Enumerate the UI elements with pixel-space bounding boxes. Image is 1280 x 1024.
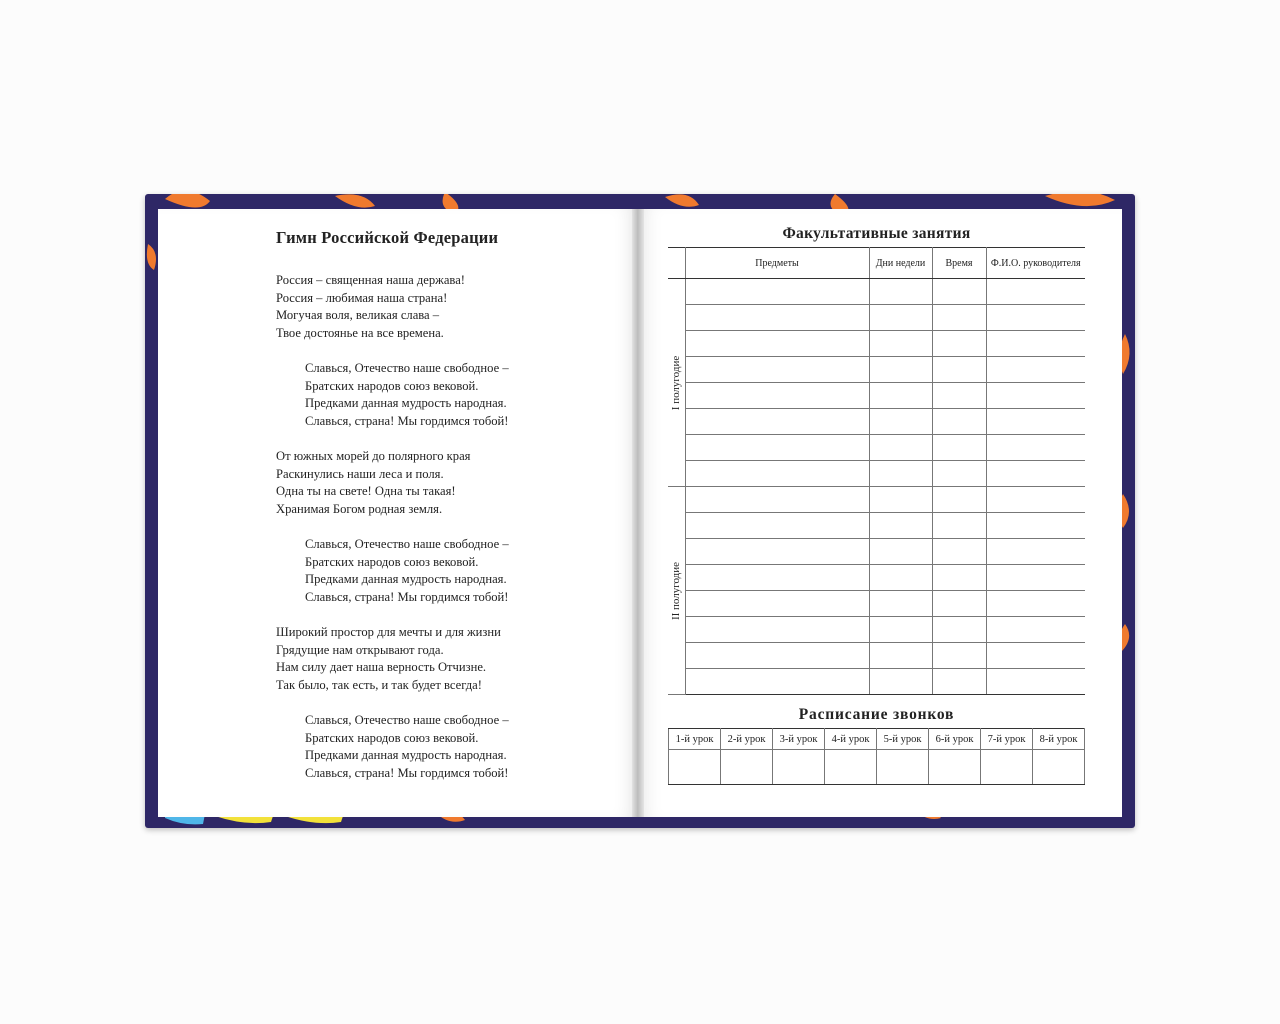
table-row bbox=[668, 591, 1085, 617]
table-cell[interactable] bbox=[685, 461, 869, 487]
lesson-header: 3-й урок bbox=[773, 729, 825, 750]
anthem-chorus bbox=[305, 536, 509, 606]
verse-line: Грядущие нам открывают года. bbox=[276, 642, 444, 657]
header-spacer bbox=[668, 248, 685, 279]
table-cell[interactable] bbox=[685, 565, 869, 591]
table-cell[interactable] bbox=[986, 461, 1085, 487]
book-spine bbox=[632, 209, 644, 817]
table-cell[interactable] bbox=[869, 669, 932, 695]
header-weekdays: Дни недели bbox=[869, 248, 932, 279]
table-cell[interactable] bbox=[685, 617, 869, 643]
table-row bbox=[668, 669, 1085, 695]
verse-line: Братских народов союз вековой. bbox=[305, 554, 479, 569]
semester-1-label: I полугодие bbox=[668, 279, 685, 487]
table-cell[interactable] bbox=[932, 435, 986, 461]
verse-line: Славься, страна! Мы гордимся тобой! bbox=[305, 765, 509, 780]
verse-line: Россия – любимая наша страна! bbox=[276, 290, 448, 305]
bell-time-cell[interactable] bbox=[721, 750, 773, 785]
verse-line: Предками данная мудрость народная. bbox=[305, 396, 507, 410]
anthem-chorus bbox=[305, 712, 509, 782]
bell-time-cell[interactable] bbox=[825, 750, 877, 785]
table-row bbox=[668, 383, 1085, 409]
table-cell[interactable] bbox=[869, 487, 932, 513]
bells-header-row bbox=[669, 729, 1085, 750]
lesson-header: 7-й урок bbox=[981, 729, 1033, 750]
verse-line: Славься, страна! Мы гордимся тобой! bbox=[305, 413, 509, 428]
table-cell[interactable] bbox=[932, 617, 986, 643]
electives-header-row bbox=[668, 248, 1085, 279]
lesson-header: 8-й урок bbox=[1033, 729, 1085, 750]
table-cell[interactable] bbox=[932, 331, 986, 357]
table-cell[interactable] bbox=[685, 487, 869, 513]
table-cell[interactable] bbox=[932, 591, 986, 617]
table-cell[interactable] bbox=[986, 513, 1085, 539]
bells-time-row bbox=[669, 750, 1085, 785]
table-row bbox=[668, 331, 1085, 357]
table-row bbox=[668, 279, 1085, 305]
table-cell[interactable] bbox=[869, 279, 932, 305]
table-cell[interactable] bbox=[932, 669, 986, 695]
table-cell[interactable] bbox=[932, 383, 986, 409]
verse-line: Славься, Отечество наше свободное – bbox=[305, 361, 509, 375]
bell-time-cell[interactable] bbox=[929, 750, 981, 785]
table-row bbox=[668, 513, 1085, 539]
verse-line: Славься, Отечество наше свободное – bbox=[305, 713, 509, 727]
anthem-verse bbox=[276, 448, 470, 518]
lesson-header: 5-й урок bbox=[877, 729, 929, 750]
verse-line: Предками данная мудрость народная. bbox=[305, 748, 507, 762]
table-cell[interactable] bbox=[986, 357, 1085, 383]
table-cell[interactable] bbox=[869, 643, 932, 669]
verse-line: Братских народов союз вековой. bbox=[305, 378, 479, 393]
table-cell[interactable] bbox=[932, 461, 986, 487]
table-row bbox=[668, 487, 1085, 513]
lesson-header: 1-й урок bbox=[669, 729, 721, 750]
table-row bbox=[668, 539, 1085, 565]
table-cell[interactable] bbox=[685, 331, 869, 357]
bell-time-cell[interactable] bbox=[877, 750, 929, 785]
table-cell[interactable] bbox=[869, 383, 932, 409]
table-row bbox=[668, 617, 1085, 643]
table-cell[interactable] bbox=[869, 591, 932, 617]
table-cell[interactable] bbox=[986, 539, 1085, 565]
anthem-verse bbox=[276, 272, 465, 342]
electives-title: Факультативные занятия bbox=[782, 225, 971, 242]
table-cell[interactable] bbox=[932, 513, 986, 539]
anthem-title: Гимн Российской Федерации bbox=[276, 228, 499, 247]
verse-line: От южных морей до полярного края bbox=[276, 449, 471, 463]
verse-line: Братских народов союз вековой. bbox=[305, 730, 479, 745]
bell-time-cell[interactable] bbox=[669, 750, 721, 785]
table-cell[interactable] bbox=[685, 383, 869, 409]
table-cell[interactable] bbox=[869, 461, 932, 487]
table-cell[interactable] bbox=[869, 331, 932, 357]
electives-table bbox=[668, 247, 1085, 695]
table-cell[interactable] bbox=[685, 409, 869, 435]
header-subjects: Предметы bbox=[685, 248, 869, 279]
table-cell[interactable] bbox=[869, 513, 932, 539]
bell-time-cell[interactable] bbox=[773, 750, 825, 785]
table-cell[interactable] bbox=[685, 435, 869, 461]
table-cell[interactable] bbox=[685, 513, 869, 539]
table-cell[interactable] bbox=[932, 409, 986, 435]
table-cell[interactable] bbox=[685, 539, 869, 565]
table-cell[interactable] bbox=[932, 565, 986, 591]
table-cell[interactable] bbox=[685, 669, 869, 695]
bells-title: Расписание звонков bbox=[798, 706, 955, 723]
verse-line: Славься, страна! Мы гордимся тобой! bbox=[305, 589, 509, 604]
table-cell[interactable] bbox=[932, 305, 986, 331]
table-cell[interactable] bbox=[986, 565, 1085, 591]
table-cell[interactable] bbox=[986, 591, 1085, 617]
table-cell[interactable] bbox=[986, 487, 1085, 513]
lesson-header: 4-й урок bbox=[825, 729, 877, 750]
table-row bbox=[668, 305, 1085, 331]
table-cell[interactable] bbox=[932, 487, 986, 513]
table-row bbox=[668, 565, 1085, 591]
table-cell[interactable] bbox=[685, 305, 869, 331]
table-cell[interactable] bbox=[932, 357, 986, 383]
table-row bbox=[668, 643, 1085, 669]
verse-line: Так было, так есть, и так будет всегда! bbox=[276, 677, 482, 692]
bell-time-cell[interactable] bbox=[1033, 750, 1085, 785]
table-row bbox=[668, 461, 1085, 487]
table-cell[interactable] bbox=[869, 305, 932, 331]
table-cell[interactable] bbox=[685, 357, 869, 383]
table-cell[interactable] bbox=[986, 331, 1085, 357]
table-cell[interactable] bbox=[986, 409, 1085, 435]
verse-line: Раскинулись наши леса и поля. bbox=[276, 466, 444, 481]
verse-line: Широкий простор для мечты и для жизни bbox=[276, 625, 501, 639]
bell-schedule-table bbox=[668, 728, 1085, 785]
verse-line: Славься, Отечество наше свободное – bbox=[305, 537, 509, 551]
bell-time-cell[interactable] bbox=[981, 750, 1033, 785]
table-row bbox=[668, 435, 1085, 461]
table-cell[interactable] bbox=[869, 617, 932, 643]
lesson-header: 6-й урок bbox=[929, 729, 981, 750]
verse-line: Твое достоянье на все времена. bbox=[276, 325, 444, 340]
table-cell[interactable] bbox=[986, 383, 1085, 409]
anthem-verse bbox=[276, 624, 501, 694]
verse-line: Предками данная мудрость народная. bbox=[305, 572, 507, 586]
verse-line: Могучая воля, великая слава – bbox=[276, 308, 440, 322]
table-cell[interactable] bbox=[685, 591, 869, 617]
anthem-chorus bbox=[305, 360, 509, 430]
table-cell[interactable] bbox=[685, 279, 869, 305]
table-cell[interactable] bbox=[932, 643, 986, 669]
table-cell[interactable] bbox=[932, 539, 986, 565]
header-time: Время bbox=[932, 248, 986, 279]
table-cell[interactable] bbox=[869, 435, 932, 461]
verse-line: Одна ты на свете! Одна ты такая! bbox=[276, 484, 456, 498]
table-cell[interactable] bbox=[869, 357, 932, 383]
table-cell[interactable] bbox=[986, 643, 1085, 669]
table-cell[interactable] bbox=[986, 435, 1085, 461]
semester-2-label: II полугодие bbox=[668, 487, 685, 695]
table-cell[interactable] bbox=[869, 539, 932, 565]
table-cell[interactable] bbox=[986, 305, 1085, 331]
header-teacher-name: Ф.И.О. руководителя bbox=[986, 248, 1085, 279]
table-cell[interactable] bbox=[869, 565, 932, 591]
verse-line: Хранимая Богом родная земля. bbox=[276, 501, 443, 516]
table-cell[interactable] bbox=[932, 279, 986, 305]
verse-line: Нам силу дает наша верность Отчизне. bbox=[276, 660, 487, 674]
table-row bbox=[668, 357, 1085, 383]
table-cell[interactable] bbox=[986, 279, 1085, 305]
table-cell[interactable] bbox=[685, 643, 869, 669]
table-cell[interactable] bbox=[869, 409, 932, 435]
table-cell[interactable] bbox=[986, 669, 1085, 695]
table-row bbox=[668, 409, 1085, 435]
verse-line: Россия – священная наша держава! bbox=[276, 273, 465, 287]
table-cell[interactable] bbox=[986, 617, 1085, 643]
lesson-header: 2-й урок bbox=[721, 729, 773, 750]
